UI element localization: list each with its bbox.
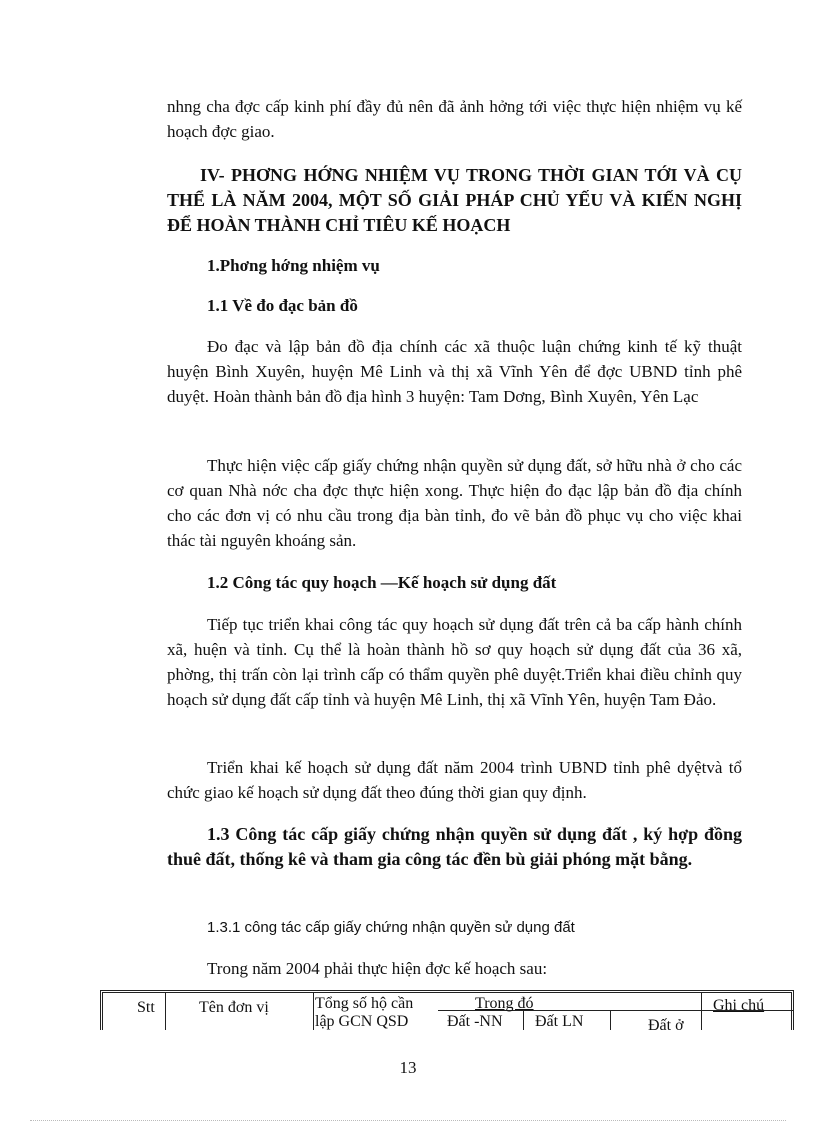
header-stt: Stt [137,999,155,1016]
section-heading: IV- PHƠNG HỚNG NHIỆM VỤ TRONG THỜI GIAN TỚI VÀ CỤ THỂ LÀ NĂM 2004, MỘT SỐ GIẢI PHÁP CHỦ YẾU VÀ KIẾN NGHỊ ĐỂ HOÀN THÀNH CHỈ TIÊU KẾ HOẠCH [167,165,742,235]
paragraph-1-1b: Thực hiện việc cấp giấy chứng nhận quyền sử dụng đất, sở hữu nhà ở cho các cơ quan Nhà nớc cha đợc thực hiện xong. Thực hiện đo đạc lập bản đồ địa chính cho các đơn vị có nhu cầu trong địa bàn tỉnh, đo vẽ bản đồ phục vụ cho việc khai thác tài nguyên khoáng sản. [167,456,742,550]
header-total-line1: Tổng số hộ cần [315,995,414,1012]
paragraph-1-2b: Triển khai kế hoạch sử dụng đất năm 2004 trình UBND tỉnh phê dyệtvà tổ chức giao kế hoạch sử dụng đất theo đúng thời gian quy định. [167,758,742,802]
table-col-line [165,993,166,1030]
table-col-line [313,993,314,1030]
table-col-line [701,993,702,1030]
paragraph-1-1: Đo đạc và lập bản đồ địa chính các xã thuộc luận chứng kinh tế kỹ thuật huyện Bình Xuyên, huyện Mê Linh và thị xã Vĩnh Yên để đợc UBND tỉnh phê duyệt. Hoàn thành bản đồ địa hình 3 huyện: Tam Dơng, Bình Xuyên, Yên Lạc [167,337,742,406]
plan-table [100,990,794,1034]
paragraph-1-3: 1.3 Công tác cấp giấy chứng nhận quyền sử dụng đất , ký hợp đồng thuê đất, thống kê và tham gia công tác đền bù giải phóng mặt bằng. [167,824,742,869]
intro-paragraph: nhng cha đợc cấp kinh phí đầy đủ nên đã ảnh hởng tới việc thực hiện nhiệm vụ kế hoạch đợc giao. [167,97,742,141]
page-number: 13 [399,1058,417,1077]
header-sub-o: Đất ở [648,1017,684,1034]
plan-paragraph: Trong năm 2004 phải thực hiện đợc kế hoạch sau: [207,959,548,978]
header-sub-nn: Đất -NN [447,1013,503,1030]
subheading-1: 1.Phơng hớng nhiệm vụ [207,256,380,275]
subheading-1-3-1: 1.3.1 công tác cấp giấy chứng nhận quyền sử dụng đất [207,919,575,936]
page-bottom-divider [30,1120,786,1121]
header-total-line2: lập GCN QSD [315,1013,409,1030]
header-sub-ln: Đất LN [535,1013,584,1030]
header-unit: Tên đơn vị [199,999,269,1016]
table-col-line [523,1010,524,1030]
paragraph-1-2: Tiếp tục triển khai công tác quy hoạch sử dụng đất trên cả ba cấp hành chính xã, huện và tỉnh. Cụ thể là hoàn thành hồ sơ quy hoạch sử dụng đất của 36 xã, phờng, thị trấn còn lại trình cấp có thẩm quyền phê duyệt.Triển khai điều chỉnh quy hoạch sử dụng đất cấp tỉnh và huyện Mê Linh, thị xã Vĩnh Yên, huyện Tam Đảo. [167,615,742,709]
header-in-which: Trong đó [475,995,534,1012]
subheading-1-2: 1.2 Công tác quy hoạch —Kế hoạch sử dụng đất [207,573,557,592]
subheading-1-1: 1.1 Về đo đạc bản đồ [207,296,358,315]
table-col-line [610,1010,611,1030]
header-note: Ghi chú [713,997,765,1014]
